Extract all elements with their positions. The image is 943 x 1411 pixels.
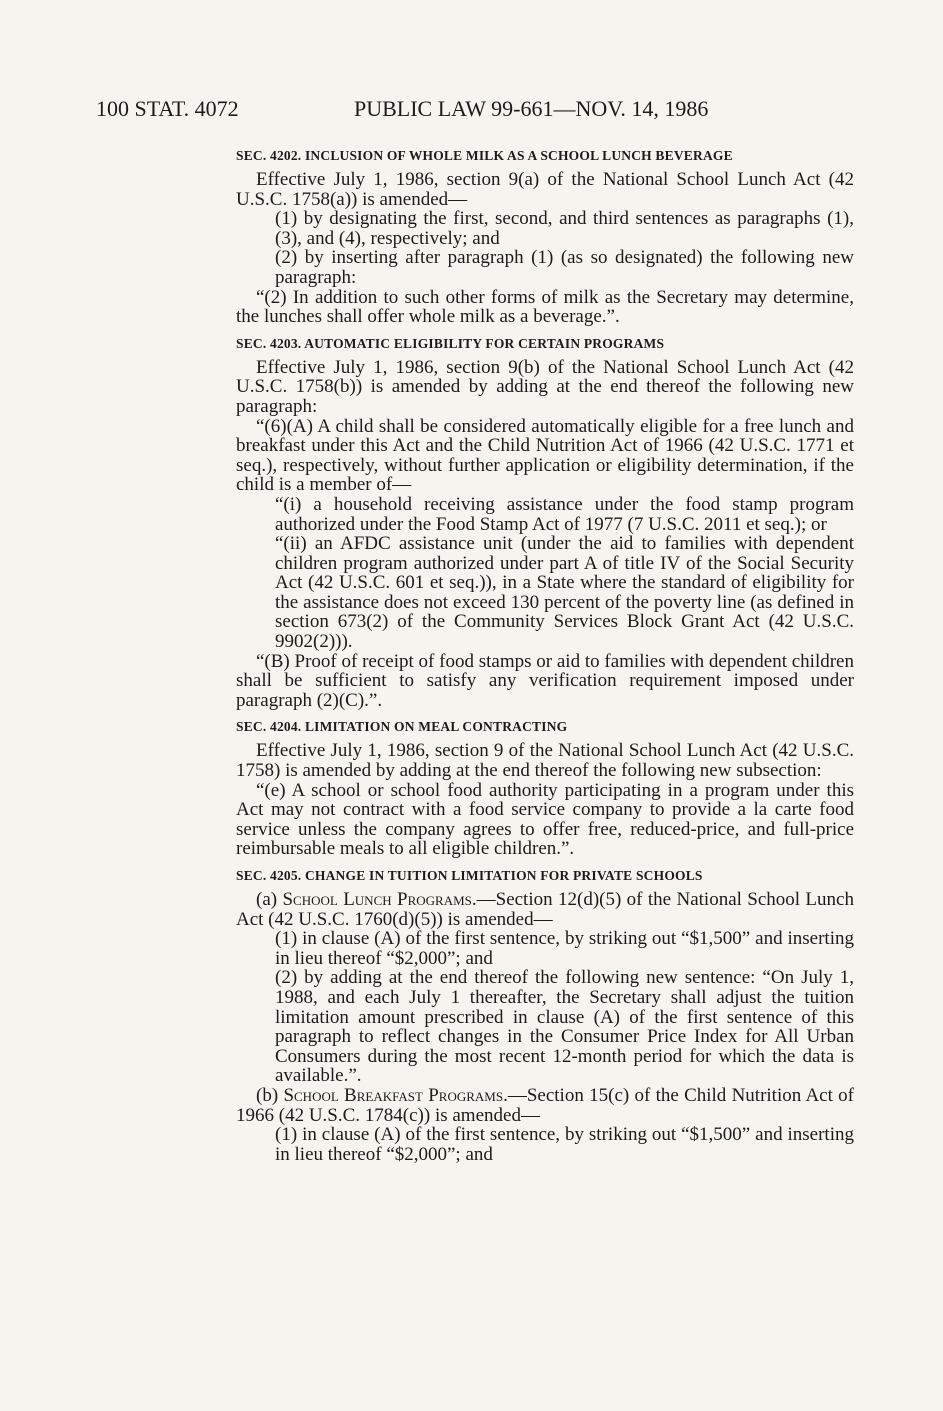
paragraph: “(i) a household receiving assistance under the food stamp program authorized under the Food Stamp Act of 1977 (7 U.S.C. 2011 et seq.); or <box>275 493 854 535</box>
paragraph: “(2) In addition to such other forms of milk as the Secretary may determine, the lunches shall offer whole milk as a beverage.”. <box>236 286 854 328</box>
paragraph: “(e) A school or school food authority participating in a program under this Act may not contract with a food service company to provide a la carte food service unless the company agrees to offer free, reduced-price, and full-price reimbursable meals to all eligible children.”. <box>236 779 854 860</box>
paragraph: “(6)(A) A child shall be considered automatically eligible for a free lunch and breakfast under this Act and the Child Nutrition Act of 1966 (42 U.S.C. 1771 et seq.), respectively, without further application or eligibility determination, if the child is a member of— <box>236 415 854 496</box>
paragraph: “(B) Proof of receipt of food stamps or aid to families with dependent children shall be sufficient to satisfy any verification requirement imposed under paragraph (2)(C).”. <box>236 650 854 711</box>
subsection-caption: School Lunch Programs. <box>282 889 477 910</box>
section-heading: SEC. 4204. LIMITATION ON MEAL CONTRACTING <box>236 719 568 735</box>
subsection-label: (a) <box>256 889 283 910</box>
page-body <box>236 148 854 1164</box>
subsection-text: —Section 15(c) of the Child Nutrition Act of 1966 (42 U.S.C. 1784(c)) is amended— <box>236 1084 855 1126</box>
subsection-label: (b) <box>256 1084 284 1106</box>
paragraph: “(ii) an AFDC assistance unit (under the aid to families with dependent children program authorized under part A of title IV of the Social Security Act (42 U.S.C. 601 et seq.)), in a State where the standard of eligibility for the assistance does not exceed 130 percent of the poverty line (as defined in section 673(2) of the Community Services Block Grant Act (42 U.S.C. 9902(2))). <box>275 533 854 653</box>
subsection-text: —Section 12(d)(5) of the National School Lunch Act (42 U.S.C. 1760(d)(5)) is amended— <box>236 889 854 930</box>
paragraph: (2) by inserting after paragraph (1) (as so designated) the following new paragraph: <box>275 247 854 288</box>
section-heading: SEC. 4203. AUTOMATIC ELIGIBILITY FOR CERTAIN PROGRAMS <box>236 335 665 351</box>
paragraph: (1) in clause (A) of the first sentence, by striking out “$1,500” and inserting in lieu thereof “$2,000”; and <box>275 928 854 969</box>
section-heading: SEC. 4205. CHANGE IN TUITION LIMITATION FOR PRIVATE SCHOOLS <box>236 868 703 883</box>
paragraph: (2) by adding at the end thereof the following new sentence: “On July 1, 1988, and each July 1 thereafter, the Secretary shall adjust the tuition limitation amount prescribed in clause (A) of the first sentence of this paragraph to reflect changes in the Consumer Price Index for All Urban Consumers during the most recent 12-month period for which the data is available.”. <box>275 967 854 1087</box>
paragraph: Effective July 1, 1986, section 9(a) of the National School Lunch Act (42 U.S.C. 1758(a)) is amended— <box>236 169 854 210</box>
section-heading: SEC. 4202. INCLUSION OF WHOLE MILK AS A SCHOOL LUNCH BEVERAGE <box>236 148 733 163</box>
subsection-caption: School Breakfast Programs. <box>283 1084 508 1106</box>
page-header <box>96 96 856 126</box>
paragraph <box>236 890 854 929</box>
paragraph: Effective July 1, 1986, section 9 of the National School Lunch Act (42 U.S.C. 1758) is amended by adding at the end thereof the following new subsection: <box>236 740 854 782</box>
paragraph <box>236 1086 854 1125</box>
law-title: PUBLIC LAW 99-661—NOV. 14, 1986 <box>354 96 709 121</box>
paragraph: Effective July 1, 1986, section 9(b) of the National School Lunch Act (42 U.S.C. 1758(b)) is amended by adding at the end thereof the following new paragraph: <box>236 356 854 417</box>
paragraph: (1) in clause (A) of the first sentence, by striking out “$1,500” and inserting in lieu thereof “$2,000”; and <box>275 1124 854 1165</box>
stat-citation: 100 STAT. 4072 <box>96 96 239 121</box>
paragraph: (1) by designating the first, second, and third sentences as paragraphs (1), (3), and (4), respectively; and <box>275 208 854 249</box>
